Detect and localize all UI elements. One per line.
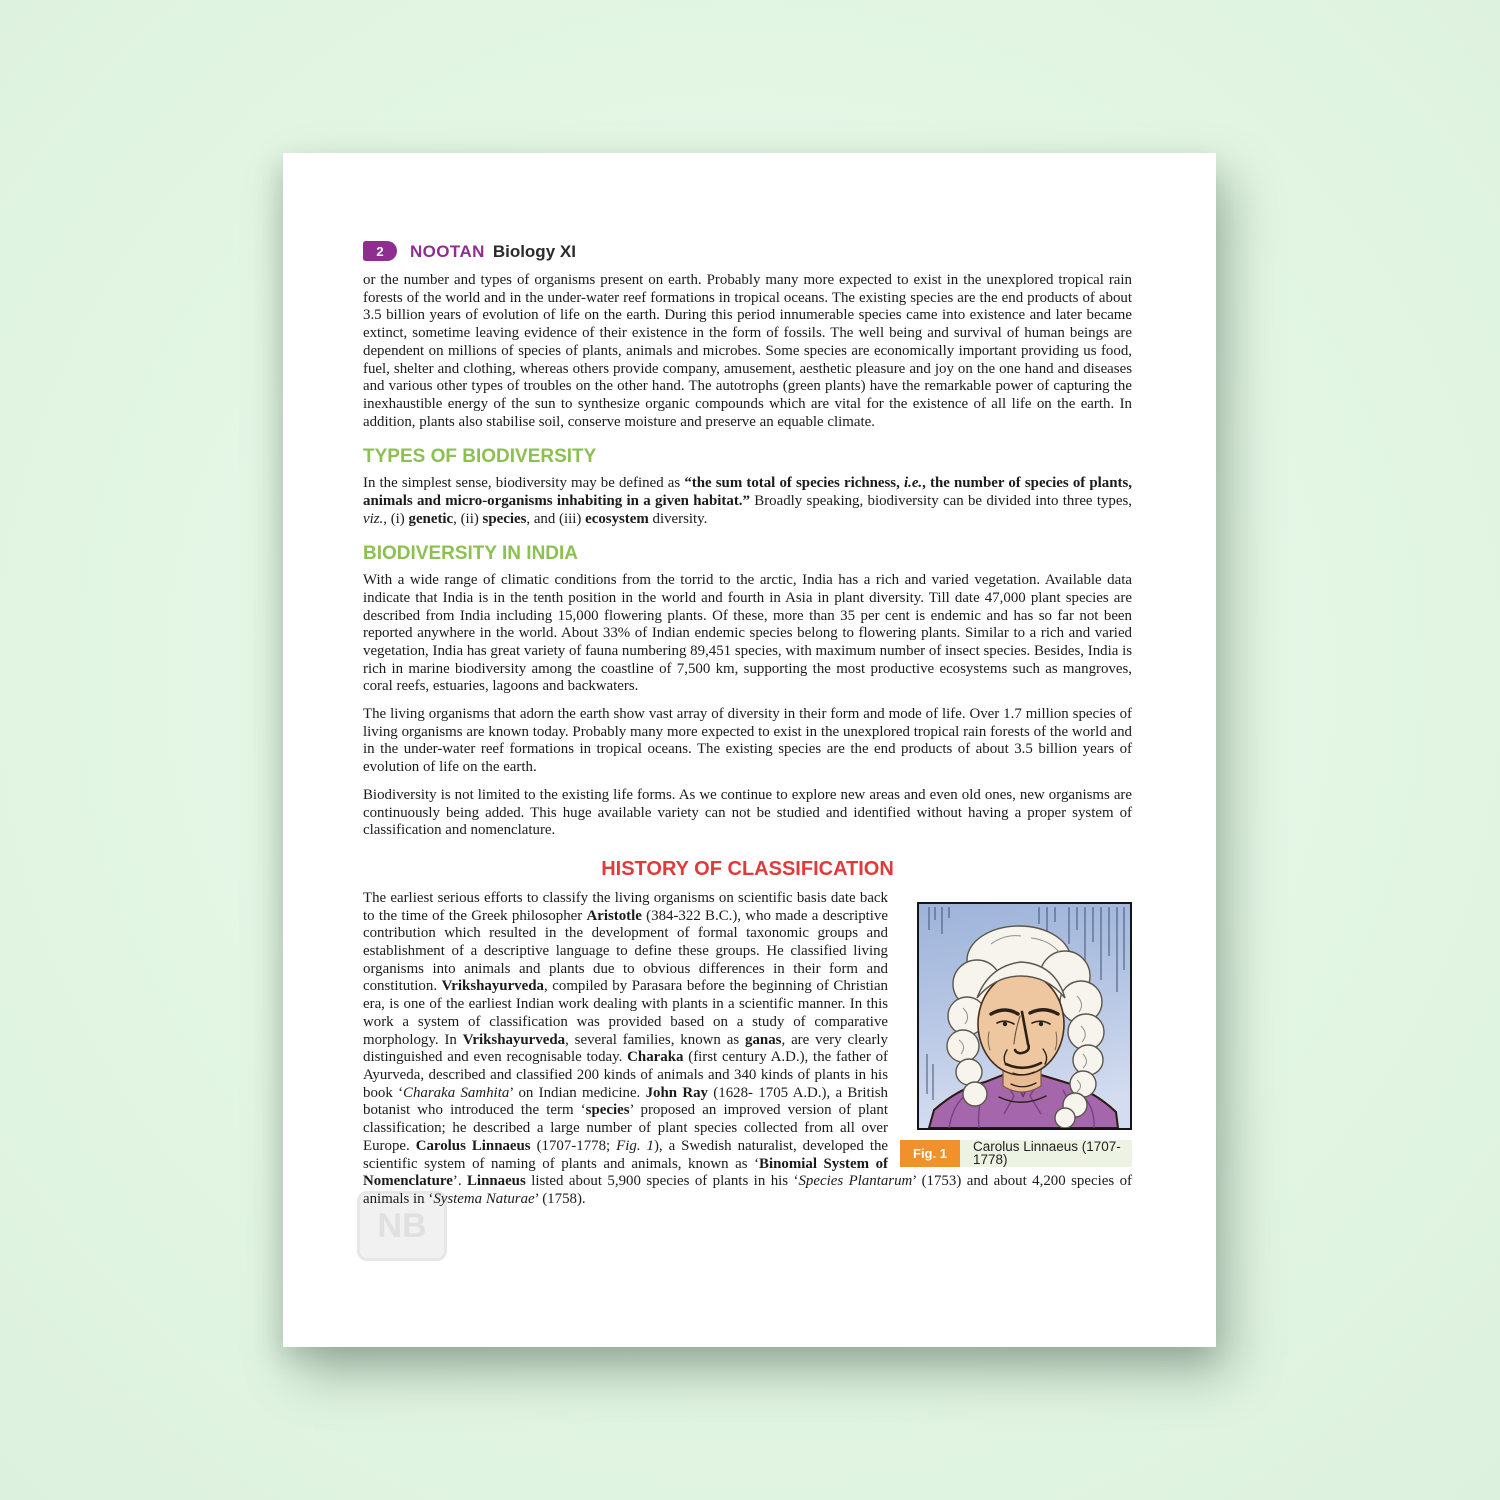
india-paragraph-2: The living organisms that adorn the earth show vast array of diversity in their form and mode of life. Over 1.7 million species of living organisms are known today. Probably many more expected to exist in the unexplored tropical rain forests of the world and in the under-water reef formations in tropical oceans. The existing species are the end products of about 3.5 billion years of evolution of life on the earth. — [363, 706, 1132, 776]
section-heading-types-of-biodiversity: TYPES OF BIODIVERSITY — [363, 446, 597, 468]
section-heading-biodiversity-in-india: BIODIVERSITY IN INDIA — [363, 543, 579, 565]
page-header — [363, 241, 1132, 261]
section-heading-history-of-classification: HISTORY OF CLASSIFICATION — [601, 857, 894, 880]
history-section — [363, 890, 1132, 1209]
subject-title: Biology XI — [492, 241, 576, 261]
types-paragraph: In the simplest sense, biodiversity may be defined as “the sum total of species richness, i.e., the number of species of plants, animals and micro-organisms inhabiting in a given habitat.” Broadly speaking, biodiversity can be divided into three types, viz., (i) genetic, (ii) species, and (iii) ecosystem diversity. — [363, 475, 1133, 527]
publisher-watermark: NB — [357, 1191, 447, 1261]
book-page — [283, 153, 1216, 1347]
figure-number-badge: Fig. 1 — [900, 1140, 960, 1167]
figure-caption-text: Carolus Linnaeus (1707-1778) — [960, 1140, 1132, 1167]
india-paragraph-1: With a wide range of climatic conditions from the torrid to the arctic, India has a rich and varied vegetation. Available data indicate that India is in the tenth position in the world and fourth in Asia in plant diversity. Till date 47,000 plant species are described from India including 15,000 flowering plants. Of these, more than 35 per cent is endemic and has so far not been reported anywhere in the world. About 33% of Indian endemic species belong to flowering plants. Similar to a rich and varied vegetation, India has great variety of fauna numbering 89,451 species, with maximum number of insect species. Besides, India is rich in marine biodiversity among the coastline of 7,500 km, supporting the most productive ecosystems such as mangroves, coral reefs, estuaries, lagoons and backwaters. — [363, 572, 1132, 695]
history-paragraph: The earliest serious efforts to classify the living organisms on scientific basis date back to the time of the Greek philosopher Aristotle (384-322 B.C.), who made a descriptive contribution which resulted in the development of formal taxonomic groups and establishment of a descriptive language to define these groups. He classified living organisms into animals and plants due to obvious differences in their form and constitution. Vrikshayurveda, compiled by Parasara before the beginning of Christian era, is one of the earliest Indian work dealing with plants in a scientific manner. In this work a system of classification was provided based on a study of comparative morphology. In Vrikshayurveda, several families, known as ganas, are very clearly distinguished and even recognisable today. Charaka (first century A.D.), the father of Ayurveda, described and classified 200 kinds of animals and 340 kinds of plants in his book ‘Charaka Samhita’ on Indian medicine. John Ray (1628- 1705 A.D.), a British botanist who introduced the term ‘species’ proposed an improved version of plant classification; he described a large number of plant species collected from all over Europe. Carolus Linnaeus (1707-1778; Fig. 1), a Swedish naturalist, developed the scientific system of naming of plants and animals, known as ‘Binomial System of Nomenclature’. Linnaeus listed about 5,900 species of plants in his ‘Species Plantarum’ (1753) and about 4,200 species of animals in ‘Systema Naturae’ (1758). — [363, 889, 1132, 1207]
india-paragraph-3: Biodiversity is not limited to the existing life forms. As we continue to explore new areas and even old ones, new organisms are continuously being added. This huge available variety can not be studied and identified without having a proper system of classification and nomenclature. — [363, 786, 1132, 839]
series-title: NOOTAN — [410, 241, 485, 261]
intro-paragraph: or the number and types of organisms present on earth. Probably many more expected to exist in the unexplored tropical rain forests of the world and in the under-water reef formations in tropical oceans. The existing species are the end products of about 3.5 billion years of evolution of life on the earth. During this period innumerable species came into existence and later became extinct, sometime leaving evidence of their existence in the form of fossils. The well being and survival of human beings are dependent on millions of species of plants, animals and microbes. Some species are economically important providing us food, fuel, shelter and clothing, whereas others provide company, amusement, aesthetic pleasure and joy on the one hand and diseases and various other types of troubles on the other hand. The autotrophs (green plants) have the remarkable power of capturing the inexhaustible energy of the sun to synthesize organic compounds which are vital for the existence of all life on the earth. In addition, plants also stabilise soil, conserve moisture and preserve an equable climate. — [363, 272, 1132, 430]
page-number-badge: 2 — [363, 241, 397, 261]
